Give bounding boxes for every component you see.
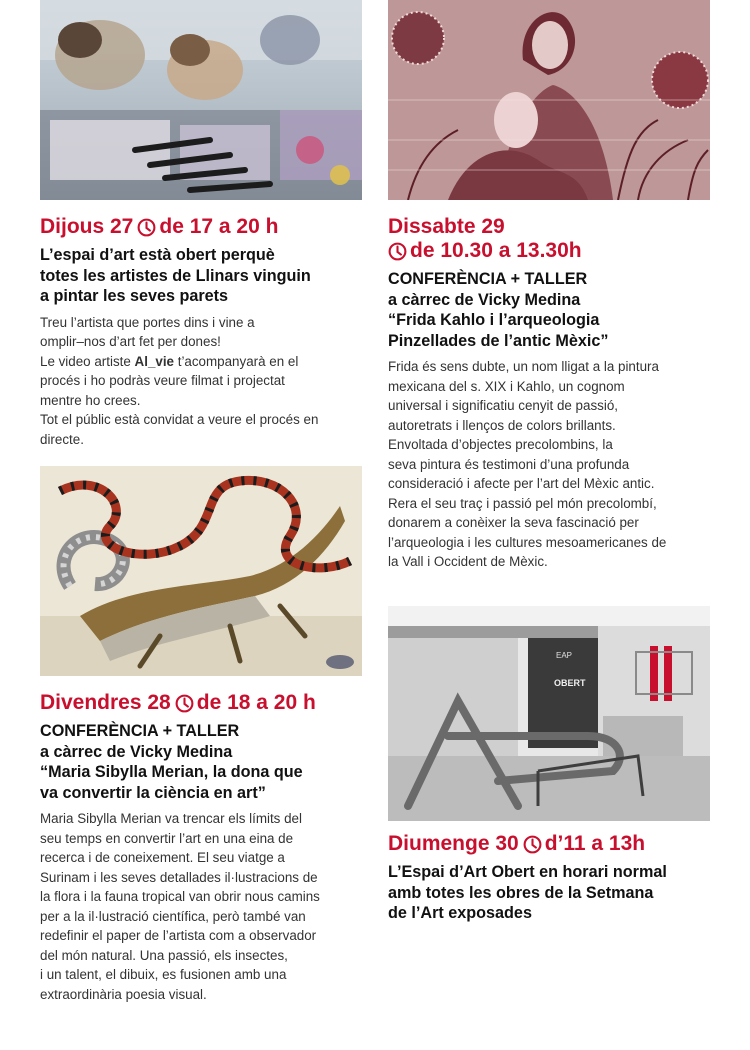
illustration-caiman-snake — [40, 466, 362, 676]
event-friday — [40, 691, 362, 1004]
event-heading — [40, 691, 362, 715]
event-description: Maria Sibylla Merian va trencar els límits del seu temps en convertir l’art en una eina de recerca i de coneixement. El seu viatge a Surinam i les seves detallades il·lustracions de la flora i la fauna tropical van obrir nous camins per a la il·lustració científica, però també van redefinir el paper de l’artista com a observador del món natural. Una passió, els insectes, i un talent, el dibuix, es fusionen amb una extraordinària poesia visual. — [40, 811, 320, 1002]
text-span: t’acompanyarà en el procés i ho podràs veure filmat i projectat mentre ho crees. — [40, 353, 299, 408]
event-saturday — [388, 215, 710, 572]
text-span: Le video artiste — [40, 353, 135, 369]
event-subtitle: CONFERÈNCIA + TALLER a càrrec de Vicky Medina “Frida Kahlo i l’arqueologia Pinzellades de l’antic Mèxic” — [388, 270, 609, 350]
event-time: de 10.30 a 13.30h — [410, 239, 582, 262]
event-time: de 18 a 20 h — [196, 691, 316, 714]
event-thursday — [40, 215, 362, 449]
artist-name: Al_vie — [134, 353, 174, 369]
clock-icon — [137, 218, 156, 237]
photo-art-space-entrance — [388, 606, 710, 821]
clock-icon — [523, 835, 542, 854]
clock-icon — [175, 694, 194, 713]
event-subtitle: L’espai d’art està obert perquè totes les artistes de Llinars vinguin a pintar les seves parets — [40, 246, 311, 305]
event-heading — [388, 832, 710, 856]
event-day: Diumenge 30 — [388, 832, 519, 855]
event-subtitle: L’Espai d’Art Obert en horari normal amb totes les obres de la Setmana de l’Art exposades — [388, 863, 667, 922]
event-heading — [40, 215, 362, 239]
event-time: de 17 a 20 h — [159, 215, 279, 238]
sign-text: EAP — [556, 651, 573, 660]
clock-icon — [388, 242, 407, 261]
engraving-artwork — [388, 0, 710, 200]
event-sunday — [388, 832, 710, 930]
event-time: d’11 a 13h — [544, 832, 646, 855]
event-paragraph: Treu l’artista que portes dins i vine a omplir–nos d’art fet per dones! — [40, 314, 255, 349]
event-day: Divendres 28 — [40, 691, 171, 714]
event-description: Frida és sens dubte, un nom lligat a la pintura mexicana del s. XIX i Kahlo, un cognom universal i significatiu cenyit de passió, autoretrats i llenços de colors brillants. Envoltada d’objectes precolombins, la seva pintura és testimoni d’una profunda consideració i afecte per l’art del Mèxic antic. Rera el seu traç i passió pel món precolombí, donarem a conèixer la seva fascinació per l’arqueologia i les cultures mesoamericanes de la Vall i Occident de Mèxic. — [388, 359, 667, 569]
event-day: Dissabte 29 — [388, 215, 505, 238]
event-heading — [388, 215, 710, 263]
event-subtitle: CONFERÈNCIA + TALLER a càrrec de Vicky Medina “Maria Sibylla Merian, la dona que va convertir la ciència en art” — [40, 722, 303, 802]
photo-children-painting — [40, 0, 362, 200]
event-paragraph — [40, 352, 362, 411]
event-day: Dijous 27 — [40, 215, 134, 238]
event-paragraph: Tot el públic està convidat a veure el procés en directe. — [40, 412, 319, 447]
sign-text: OBERT — [554, 678, 586, 688]
